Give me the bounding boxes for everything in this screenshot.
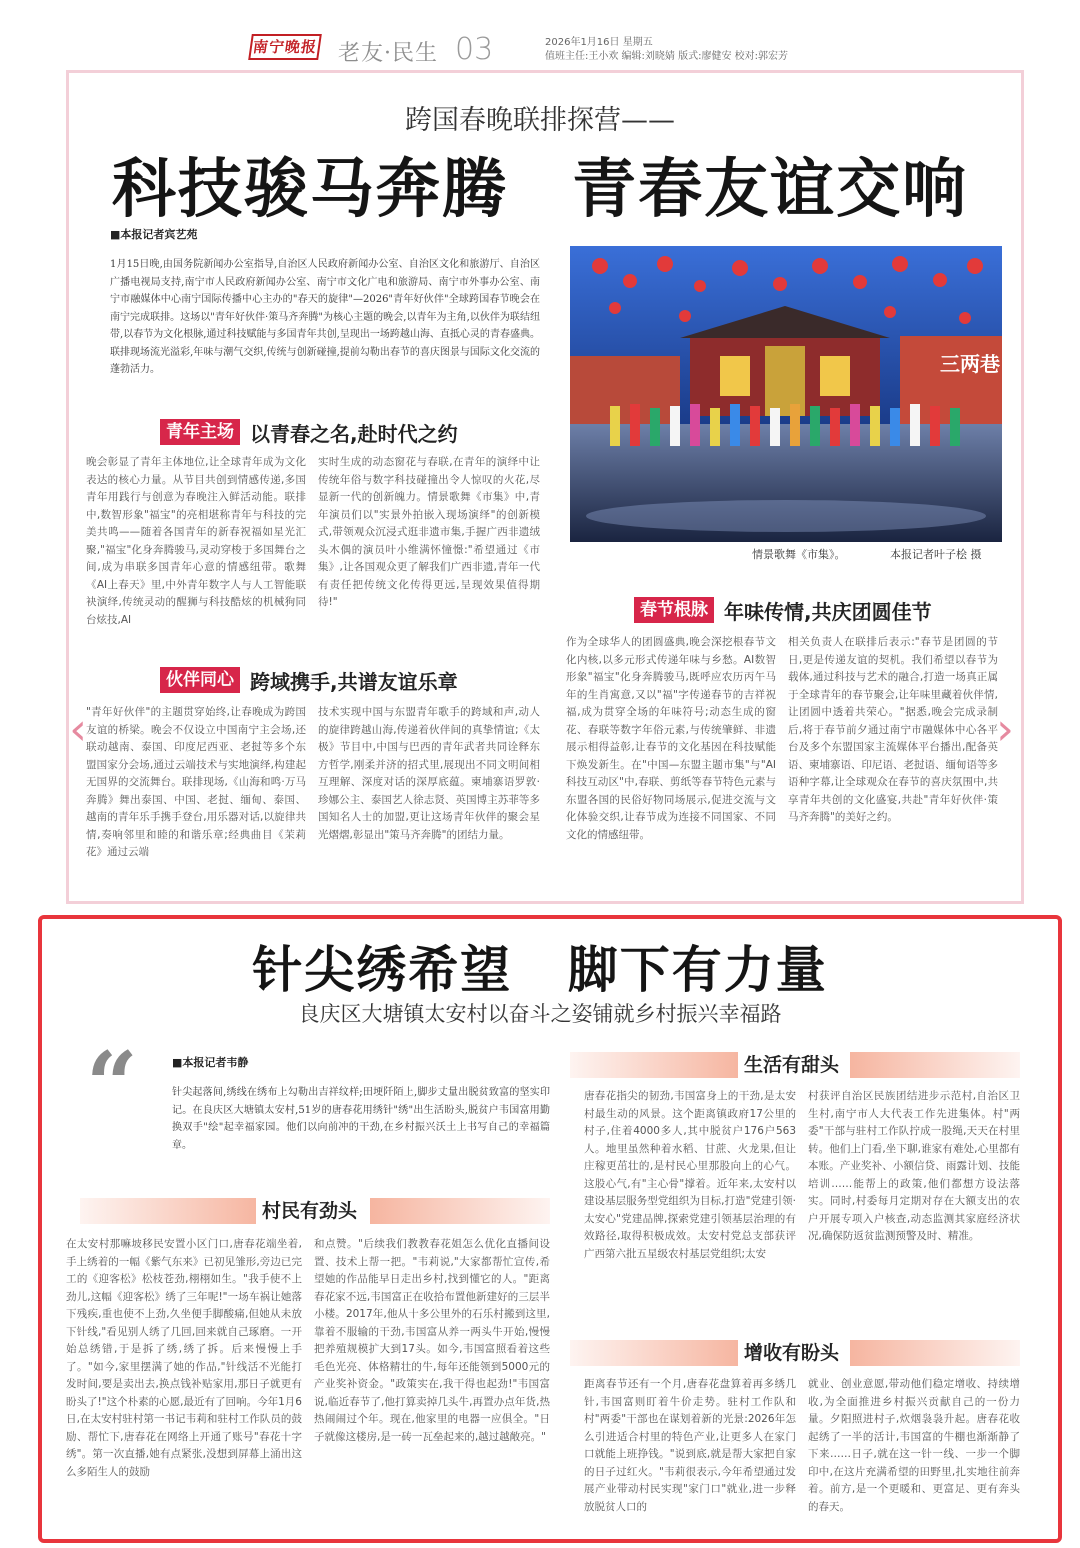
article2-section-life — [570, 1052, 1020, 1078]
chevron-left-icon[interactable]: ‹ — [69, 704, 87, 755]
article1-headline: 科技骏马奔腾 青春友谊交响 — [111, 152, 969, 227]
section-title: 村民有劲头 — [256, 1198, 363, 1224]
article2-lead: 针尖起落间,绣线在绣布上勾勒出吉祥纹样;田埂阡陌上,脚步丈量出脱贫致富的坚实印记。在良庆区大塘镇太安村,51岁的唐春花用绣针"绣"出生活盼头,脱贫户韦国富用勤换双手"绘"起幸福家园。他们以向前冲的干劲,在乡村振兴沃土上书写自己的幸福篇章。 — [172, 1087, 550, 1151]
article2-subhead: 良庆区大塘镇太安村以奋斗之姿铺就乡村振兴幸福路 — [298, 1002, 782, 1026]
masthead — [250, 32, 1050, 68]
article1-section-partners — [160, 666, 458, 694]
article1-section2-col2: 技术实现中国与东盟青年歌手的跨域和声,动人的旋律跨越山海,传递着伙伴间的真挚情谊;《太极》节目中,中国与巴西的青年武者共同诠释东方哲学,刚柔并济的招式里,展现出不同文明间相互理解、深度对话的深厚底蕴。柬埔寨语罗敦·珍娜公主、泰国艺人徐志贤、英国博主苏菲等多国知名人士的加盟,更让这场青年伙伴的聚会星光熠熠,彰显出"策马齐奔腾"的团结力量。 — [318, 706, 540, 841]
photo-caption-text: 情景歌舞《市集》。 — [752, 548, 846, 561]
article2-section-income — [570, 1340, 1020, 1366]
article2-section1-col2: 和点赞。"后续我们教教春花姐怎么优化直播间设置、技术上帮一把。"韦莉说,"大家都帮忙宣传,希望她的作品能早日走出乡村,找到懂它的人。"距离春花家不远,韦国富正在收拾布置他新建好的三层半小楼。2017年,他从十多公里外的石乐村搬到这里,靠着不服输的干劲,韦国富从养一两头牛开始,慢慢把养殖规模扩大到17头。如今,韦国富照看着这些毛色光亮、体格精壮的牛,每年还能领到5000元的产业奖补资金。"政策实在,我干得也起劲!"韦国富说,临近春节了,他打算卖掉几头牛,再置办点年货,热热闹闹过个年。现在,他家里的电器一应俱全。"日子就像这楼房,是一砖一瓦垒起来的,越过越敞亮。" — [314, 1238, 550, 1443]
section-title: 以青春之名,赴时代之约 — [250, 421, 458, 446]
issue-date: 2026年1月16日 星期五 — [545, 37, 653, 48]
article1-byline: ■本报记者宾艺苑 — [110, 228, 198, 241]
section-name: 老友·民生 — [338, 41, 438, 66]
section-title: 年味传情,共庆团圆佳节 — [724, 599, 932, 624]
article1-section1-col2: 实时生成的动态窗花与春联,在青年的演绎中让传统年俗与数字科技碰撞出令人惊叹的火花,尽显新一代的创新魄力。情景歌舞《市集》中,青年演员们以"实景外拍嵌入现场演绎"的创新模式,带领观众沉浸式逛非遗市集,手握广西非遗绒头木偶的演员叶小维满怀憧憬:"希望通过《市集》,让各国观众更了解我们广西非遗,青年一代有责任把传统文化传得更远,呈现效果值得期待!" — [318, 456, 540, 608]
article2-section2-col1: 唐春花指尖的韧劲,韦国富身上的干劲,是太安村最生动的风景。这个距离镇政府17公里的村子,住着4000多人,其中脱贫户176户563人。地里虽然种着水稻、甘蔗、火龙果,但让庄稼更茁壮的,是村民心里那股向上的心气。这股心气,有"主心骨"撑着。近年来,太安村以建设基层服务型党组织为目标,打造"党建引领·太安心"党建品牌,探索党建引领基层治理的有效路径,取得积极成效。太安村党总支部获评广西第六批五星级农村基层党组织;太安 — [584, 1090, 796, 1260]
article2-section3-col1: 距离春节还有一个月,唐春花盘算着再多绣几针,韦国富则盯着牛价走势。驻村工作队和村"两委"干部也在谋划着新的光景:2026年怎么引进适合村里的特色产业,让更多人在家门口就能上班挣钱。"说到底,就是帮大家把自家的日子过红火。"韦莉很表示,今年希望通过发展产业带动村民实现"家门口"就业,进一步释放脱贫人口的 — [584, 1378, 796, 1513]
issue-editors: 值班主任:王小欢 编辑:刘晓婧 版式:廖健安 校对:郭宏芳 — [545, 51, 789, 62]
section-tag: 春节根脉 — [634, 597, 714, 623]
article1-section3-col1: 作为全球华人的团圆盛典,晚会深挖根春节文化内核,以多元形式传递年味与乡愁。AI数智形象"福宝"化身奔腾骏马,既呼应农历丙午马年的生肖寓意,又以"福"字传递春节的吉祥祝福,成为贯穿全场的年味符号;动态生成的窗花、春联等数字年俗元素,与传统肇鲜、非遗展示相得益彰,让春节的文化基因在科技赋能下焕发新生。在"中国—东盟主题市集"与"AI科技互动区"中,春联、剪纸等春节特色元素与东盟各国的民俗好物同场展示,促进交流与文化体验交织,让春节成为连接不同国家、不同文化的情感纽带。 — [566, 636, 776, 841]
issue-meta — [545, 36, 788, 64]
article1-section1-col1: 晚会彰显了青年主体地位,让全球青年成为文化表达的核心力量。从节目共创到情感传递,多国青年用践行与创意为春晚注入鲜活动能。联排中,数智形象"福宝"的亮相堪称青年与科技的完美共鸣——随着各国青年的新春祝福如星光汇聚,"福宝"化身奔腾骏马,灵动穿梭于多国舞台之间,成为串联多国青年心意的情感纽带。歌舞《AI上春天》里,中外青年数字人与人工智能联袂演绎,传统灵动的醒狮与科技酷炫的机械狗同台炫技,AI — [86, 456, 306, 626]
article1-section3-col2: 相关负责人在联排后表示:"春节是团圆的节日,更是传递友谊的契机。我们希望以春节为载体,通过科技与艺术的融合,打造一场真正属于全球青年的春节聚会,让年味里藏着伙伴情,让团圆中透着共荣心。"据悉,晚会完成录制后,将于春节前夕通过南宁市融媒体中心各平台及多个东盟国家主流媒体平台播出,配备英语、柬埔寨语、印尼语、老挝语、缅甸语等多语种字幕,让全球观众在春节的喜庆氛围中,共享青年共创的文化盛宴,共赴"青年好伙伴·策马齐奔腾"的美好之约。 — [788, 636, 998, 823]
article2-section3-col2: 就业、创业意愿,带动他们稳定增收、持续增收,为全面推进乡村振兴贡献自己的一份力量。夕阳照进村子,炊烟袅袅升起。唐春花收起绣了一半的活计,韦国富的牛棚也渐渐静了下来……日子,就在这一针一线、一步一个脚印中,在这片充满希望的田野里,扎实地往前奔着。前方,是一个更暖和、更富足、更有奔头的春天。 — [808, 1378, 1020, 1513]
page-number: 03 — [455, 32, 494, 67]
article1-section-spring — [634, 596, 932, 624]
article1-kicker: 跨国春晚联排探营—— — [405, 105, 675, 136]
section-title: 跨域携手,共谱友谊乐章 — [250, 669, 458, 694]
article2-headline: 针尖绣希望 脚下有力量 — [252, 940, 828, 999]
article2-section-villagers — [80, 1198, 550, 1224]
article2-section2-col2: 村获评自治区民族团结进步示范村,自治区卫生村,南宁市人大代表工作先进集体。村"两委"干部与驻村工作队拧成一股绳,天天在村里转。他们上门看,坐下聊,谁家有难处,心里都有本账。产业奖补、小额信贷、雨露计划、技能培训……能帮上的政策,他们都想方设法落实。同时,村委每月定期对存在大额支出的农户开展专项入户核查,动态监测其家庭经济状况,确保防返贫监测预警及时、精准。 — [808, 1090, 1020, 1242]
photo-credit: 本报记者叶子桧 摄 — [890, 548, 982, 561]
section-title: 生活有甜头 — [738, 1052, 845, 1078]
section-tag: 伙伴同心 — [160, 667, 240, 693]
article1-photo — [570, 246, 1002, 542]
newspaper-logo: 南宁晚报 — [248, 34, 322, 60]
article2-section1-col1: 在太安村那嘛坡移民安置小区门口,唐春花端坐着,手上绣着的一幅《紫气东来》已初见雏形,旁边已完工的《迎客松》松枝苍劲,栩栩如生。"我手使不上劲儿,这幅《迎客松》绣了三年呢!"一场车祸让她落下残疾,重也使不上劲,久坐便手脚酸痛,但她从未放下针线,"看见别人绣了几回,回来就自己琢磨。一开始总绣错,于是拆了绣,绣了拆。后来慢慢上手了。"如今,家里摆满了她的作品,"针线活不光能打发时间,要是卖出去,换点钱补贴家用,那日子就更有盼头了!"这个朴素的心愿,最近有了回响。今年1月6日,在太安村驻村第一书记韦莉和驻村工作队员的鼓励、帮忙下,唐春花在网络上开通了账号"春花十字绣"。第一次直播,她有点紧张,没想到屏幕上涌出这么多陌生人的鼓励 — [66, 1238, 302, 1478]
photo-sign: 三两巷 — [940, 352, 1000, 376]
article2-byline: ■本报记者韦静 — [172, 1056, 249, 1069]
section-title: 增收有盼头 — [738, 1340, 845, 1366]
stage-photo-image — [570, 246, 1002, 542]
chevron-right-icon[interactable]: › — [996, 704, 1014, 755]
article1-lead: 1月15日晚,由国务院新闻办公室指导,自治区人民政府新闻办公室、自治区文化和旅游厅、自治区广播电视局支持,南宁市人民政府新闻办公室、南宁市文化广电和旅游局、南宁市外事办公室、南宁市融媒体中心南宁国际传播中心主办的"春天的旋律"—2026"青年好伙伴"全球跨国春节晚会在南宁完成联排。这场以"青年好伙伴·策马齐奔腾"为核心主题的晚会,以青年为主角,以伙伴为联结纽带,以春节为文化根脉,通过科技赋能与多国青年共创,呈现出一场跨越山海、直抵心灵的青春盛典。联排现场流光溢彩,年味与潮气交织,传统与创新碰撞,提前勾勒出春节的喜庆图景与国际文化交流的蓬勃活力。 — [110, 259, 540, 375]
article1-section-youth — [160, 418, 458, 446]
quote-mark-icon: “ — [86, 1032, 138, 1138]
article1-section2-col1: "青年好伙伴"的主题贯穿始终,让春晚成为跨国友谊的桥梁。晚会不仅设立中国南宁主会场,还联动越南、泰国、印度尼西亚、老挝等多个东盟国家分会场,通过云端技术与实地演绎,构建起无国界的交流舞台。联排现场,《山海和鸣·万马奔腾》舞出泰国、中国、老挝、缅甸、泰国、越南的青年乐手携手登台,用乐器对话,以旋律共情,奏响邻里和睦的和谐乐章;经典曲目《茉莉花》通过云端 — [86, 706, 306, 858]
section-tag: 青年主场 — [160, 419, 240, 445]
